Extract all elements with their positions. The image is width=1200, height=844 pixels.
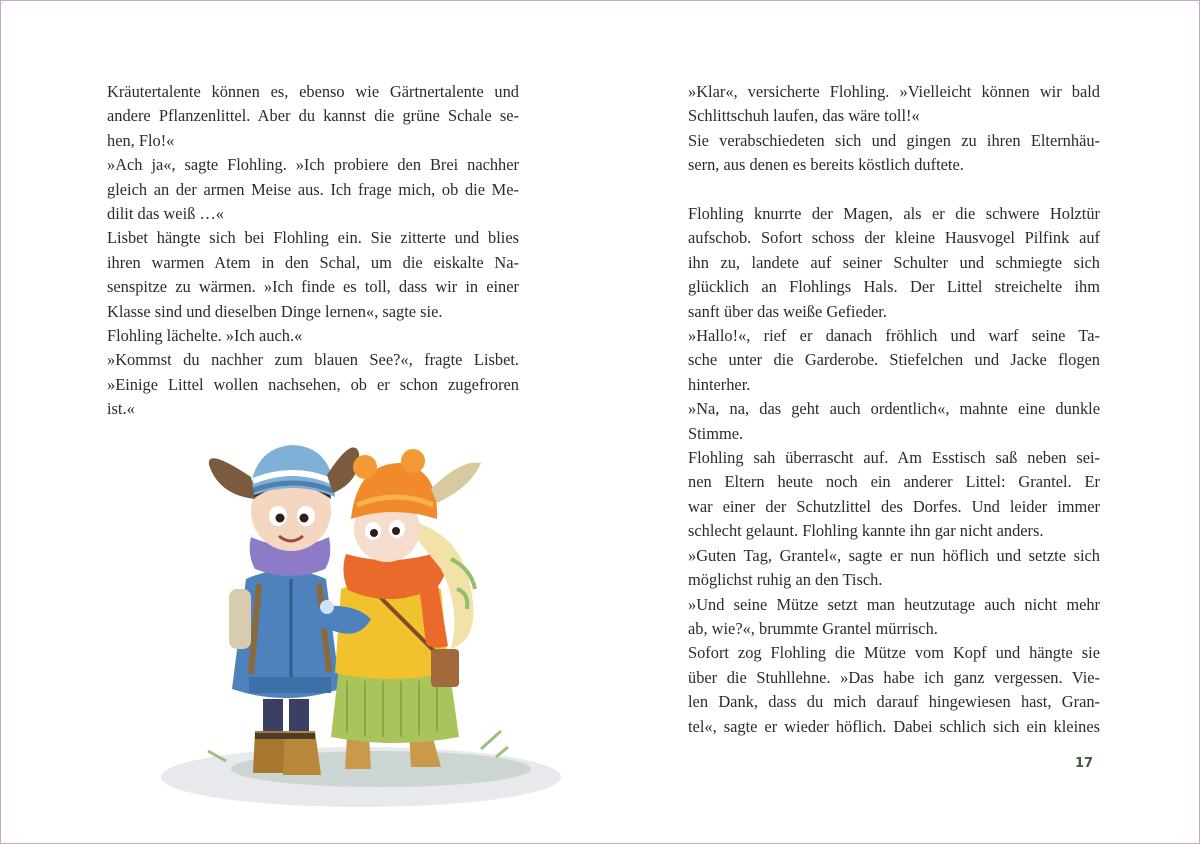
text-line: ist.«: [107, 399, 135, 419]
text-line: Stimme.: [688, 423, 744, 443]
left-text-column: [107, 80, 519, 422]
text-line: aufschob. Sofort schoss der kleine Hausvogel Pilfink auf: [688, 228, 1100, 248]
text-line: »Kommst du nachher zum blauen See?«, fragte Lisbet.: [107, 350, 519, 370]
text-line: glücklich an Flohlings Hals. Der Littel streichelte ihm: [688, 277, 1100, 297]
text-line: Flohling sah überrascht auf. Am Esstisch saß neben sei-: [688, 448, 1100, 468]
text-line: senspitze zu wärmen. »Ich finde es toll, dass wir in einer: [107, 277, 519, 297]
text-line: »Und seine Mütze setzt man heutzutage auch nicht mehr: [688, 594, 1100, 614]
text-line: hinterher.: [688, 374, 751, 394]
text-line: »Einige Littel wollen nachsehen, ob er schon zugefroren: [107, 374, 519, 394]
text-line: ihn zu, landete auf seiner Schulter und schmiegte sich: [688, 252, 1100, 272]
text-line: sche unter die Garderobe. Stiefelchen und Jacke flogen: [688, 350, 1100, 370]
text-line: über die Stuhllehne. »Das habe ich ganz vergessen. Vie-: [688, 667, 1100, 687]
right-page: [601, 1, 1199, 843]
text-line: Flohling lächelte. »Ich auch.«: [107, 326, 303, 346]
text-line: Flohling knurrte der Magen, als er die schwere Holztür: [688, 204, 1100, 224]
text-line: Klasse sind und dieselben Dinge lernen«, sagte sie.: [107, 301, 443, 321]
left-page: [1, 1, 601, 843]
text-line: »Ach ja«, sagte Flohling. »Ich probiere den Brei nachher: [107, 155, 519, 175]
text-line: nen Eltern heute noch ein anderer Littel: Grantel. Er: [688, 472, 1100, 492]
text-line: möglichst ruhig an den Tisch.: [688, 570, 883, 590]
text-line: andere Pflanzenlittel. Aber du kannst die grüne Schale se-: [107, 106, 519, 126]
text-line: tel«, sagte er wieder höflich. Dabei schlich sich ein kleines: [688, 716, 1100, 736]
text-line: »Hallo!«, rief er danach fröhlich und warf seine Ta-: [688, 326, 1100, 346]
text-line: »Klar«, versicherte Flohling. »Vielleicht können wir bald: [688, 82, 1100, 101]
text-line: dilit das weiß …«: [107, 204, 224, 224]
text-line: Lisbet hängte sich bei Flohling ein. Sie zitterte und blies: [107, 228, 519, 248]
text-line: war einer der Schutzlittel des Dorfes. Und leider immer: [688, 496, 1100, 516]
text-line: »Na, na, das geht auch ordentlich«, mahnte eine dunkle: [688, 399, 1100, 419]
text-line: len Dank, dass du mich darauf hingewiesen hast, Gran-: [688, 692, 1100, 712]
right-text-column: [688, 80, 1100, 739]
text-line: Schlittschuh laufen, das wäre toll!«: [688, 106, 920, 126]
text-line: sanft über das weiße Gefieder.: [688, 301, 887, 321]
text-line: ab, wie?«, brummte Grantel mürrisch.: [688, 618, 938, 638]
two-children-walking-illustration: [151, 419, 561, 829]
paragraph-gap: [688, 178, 1100, 202]
text-line: gleich an der armen Meise aus. Ich frage mich, ob die Me-: [107, 179, 519, 199]
text-line: hen, Flo!«: [107, 130, 175, 150]
page-number: 17: [1075, 756, 1094, 771]
text-line: Kräutertalente können es, ebenso wie Gärtnertalente und: [107, 82, 519, 101]
text-line: ihren warmen Atem in den Schal, um die eiskalte Na-: [107, 252, 519, 272]
text-line: sern, aus denen es bereits köstlich duftete.: [688, 155, 964, 175]
text-line: Sie verabschiedeten sich und gingen zu ihren Elternhäu-: [688, 130, 1100, 150]
text-line: »Guten Tag, Grantel«, sagte er nun höflich und setzte sich: [688, 545, 1100, 565]
text-line: schlecht gelaunt. Flohling kannte ihn gar nicht anders.: [688, 521, 1044, 541]
text-line: Sofort zog Flohling die Mütze vom Kopf und hängte sie: [688, 643, 1100, 663]
